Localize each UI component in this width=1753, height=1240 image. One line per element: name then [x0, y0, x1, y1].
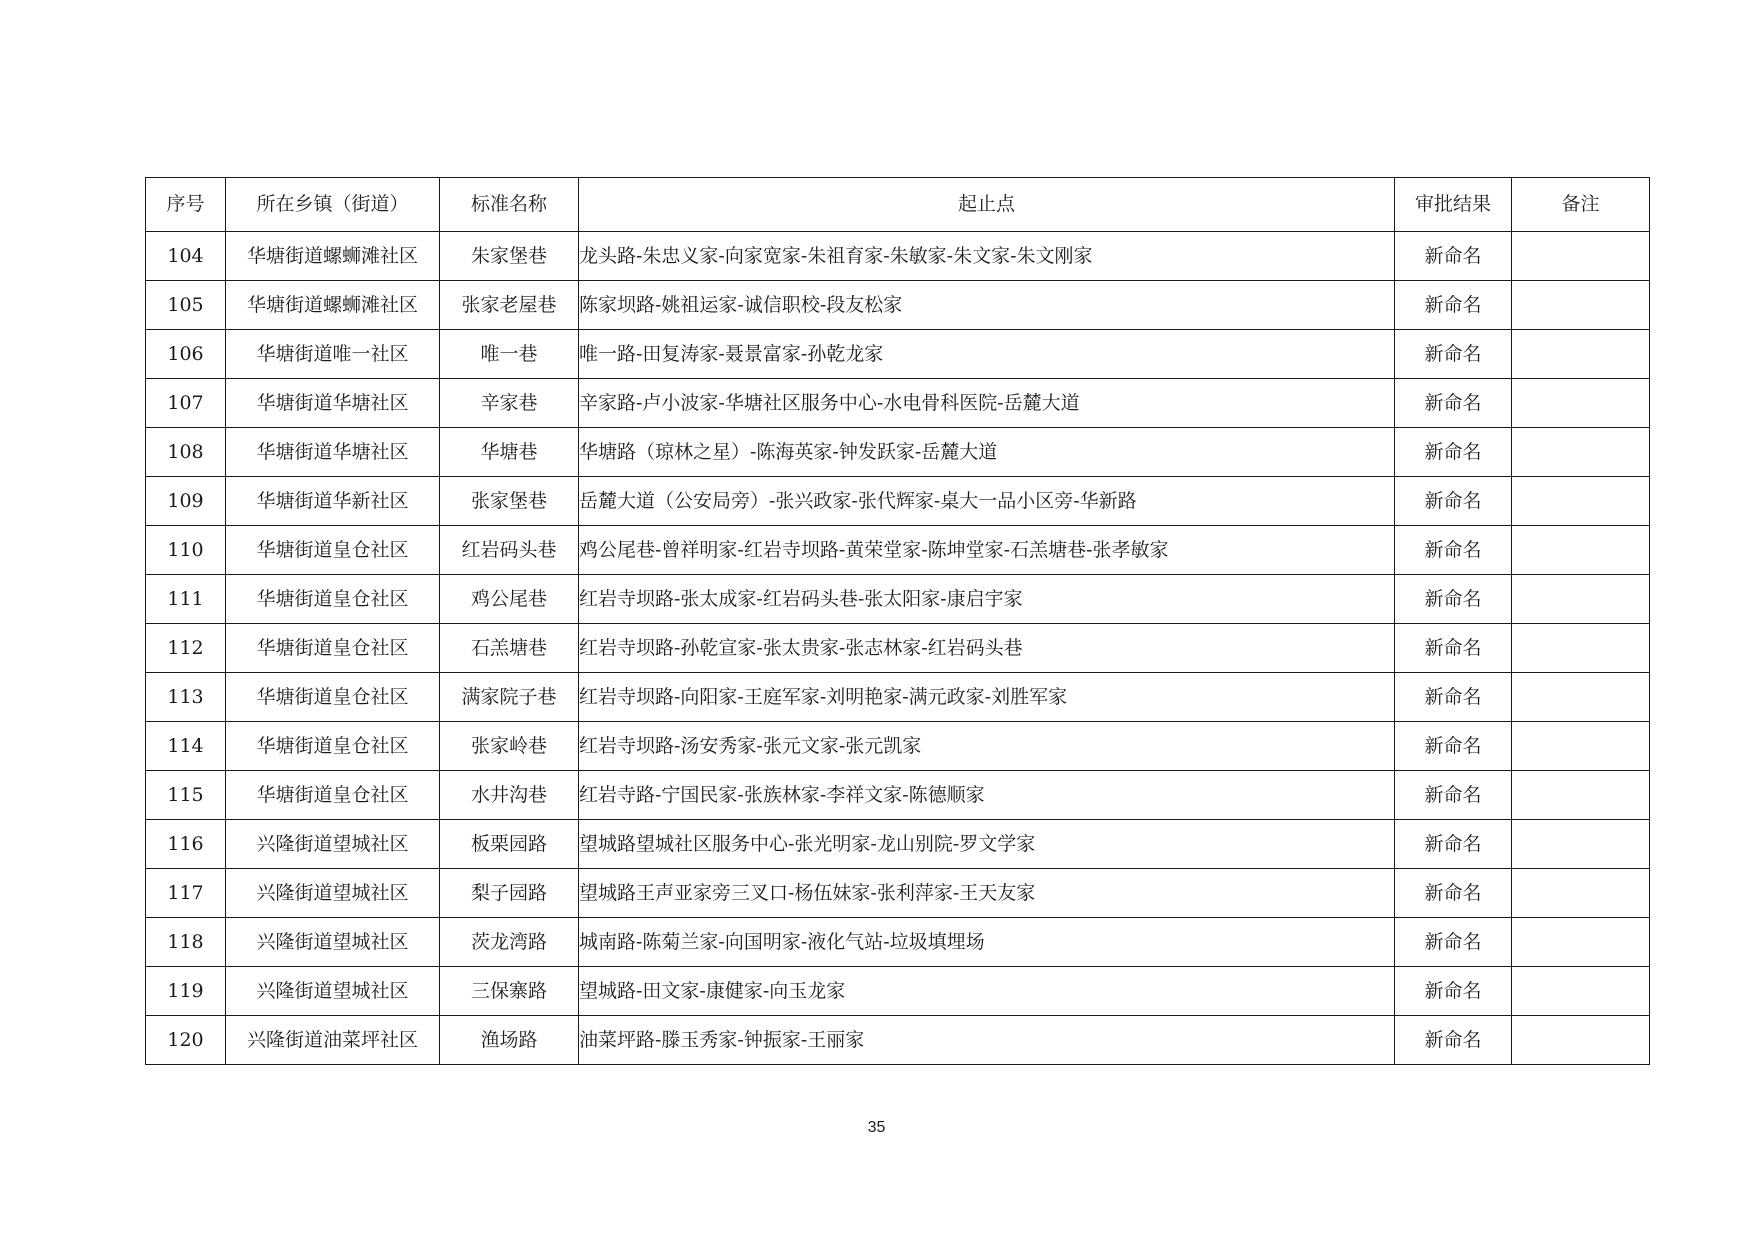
table-row [146, 330, 1650, 379]
cell-name: 茨龙湾路 [440, 918, 579, 967]
cell-result: 新命名 [1395, 526, 1512, 575]
cell-result: 新命名 [1395, 281, 1512, 330]
cell-note [1512, 477, 1650, 526]
cell-result: 新命名 [1395, 232, 1512, 281]
cell-route: 红岩寺坝路-孙乾宣家-张太贵家-张志林家-红岩码头巷 [579, 624, 1395, 673]
cell-seq: 118 [146, 918, 226, 967]
cell-seq: 114 [146, 722, 226, 771]
cell-result: 新命名 [1395, 379, 1512, 428]
cell-name: 张家老屋巷 [440, 281, 579, 330]
cell-route: 陈家坝路-姚祖运家-诚信职校-段友松家 [579, 281, 1395, 330]
cell-route: 望城路王声亚家旁三叉口-杨伍妹家-张利萍家-王天友家 [579, 869, 1395, 918]
cell-town: 华塘街道螺蛳滩社区 [226, 281, 440, 330]
cell-result: 新命名 [1395, 428, 1512, 477]
cell-note [1512, 967, 1650, 1016]
cell-town: 华塘街道皇仓社区 [226, 526, 440, 575]
cell-name: 华塘巷 [440, 428, 579, 477]
cell-seq: 106 [146, 330, 226, 379]
cell-town: 兴隆街道望城社区 [226, 820, 440, 869]
cell-route: 红岩寺坝路-向阳家-王庭军家-刘明艳家-满元政家-刘胜军家 [579, 673, 1395, 722]
cell-seq: 111 [146, 575, 226, 624]
cell-town: 华塘街道螺蛳滩社区 [226, 232, 440, 281]
cell-seq: 108 [146, 428, 226, 477]
cell-route: 红岩寺路-宁国民家-张族林家-李祥文家-陈德顺家 [579, 771, 1395, 820]
header-town: 所在乡镇（街道） [226, 178, 440, 232]
cell-name: 张家岭巷 [440, 722, 579, 771]
cell-result: 新命名 [1395, 722, 1512, 771]
table-row [146, 232, 1650, 281]
cell-route: 辛家路-卢小波家-华塘社区服务中心-水电骨科医院-岳麓大道 [579, 379, 1395, 428]
cell-seq: 107 [146, 379, 226, 428]
header-result: 审批结果 [1395, 178, 1512, 232]
cell-town: 华塘街道皇仓社区 [226, 722, 440, 771]
cell-name: 朱家堡巷 [440, 232, 579, 281]
table-header [146, 178, 1650, 232]
cell-note [1512, 526, 1650, 575]
cell-name: 板栗园路 [440, 820, 579, 869]
cell-route: 唯一路-田复涛家-聂景富家-孙乾龙家 [579, 330, 1395, 379]
cell-result: 新命名 [1395, 673, 1512, 722]
cell-route: 油菜坪路-滕玉秀家-钟振家-王丽家 [579, 1016, 1395, 1065]
cell-name: 红岩码头巷 [440, 526, 579, 575]
cell-note [1512, 575, 1650, 624]
cell-route: 岳麓大道（公安局旁）-张兴政家-张代辉家-桌大一品小区旁-华新路 [579, 477, 1395, 526]
cell-name: 渔场路 [440, 1016, 579, 1065]
cell-seq: 120 [146, 1016, 226, 1065]
cell-seq: 112 [146, 624, 226, 673]
cell-town: 兴隆街道望城社区 [226, 869, 440, 918]
cell-seq: 104 [146, 232, 226, 281]
cell-town: 兴隆街道望城社区 [226, 918, 440, 967]
cell-seq: 113 [146, 673, 226, 722]
cell-note [1512, 428, 1650, 477]
table-row [146, 526, 1650, 575]
cell-result: 新命名 [1395, 1016, 1512, 1065]
cell-route: 华塘路（琼林之星）-陈海英家-钟发跃家-岳麓大道 [579, 428, 1395, 477]
cell-note [1512, 673, 1650, 722]
cell-note [1512, 869, 1650, 918]
cell-seq: 115 [146, 771, 226, 820]
cell-seq: 119 [146, 967, 226, 1016]
table-row [146, 1016, 1650, 1065]
cell-name: 满家院子巷 [440, 673, 579, 722]
header-row [146, 178, 1650, 232]
cell-note [1512, 918, 1650, 967]
cell-town: 华塘街道皇仓社区 [226, 575, 440, 624]
table-row [146, 918, 1650, 967]
table-row [146, 281, 1650, 330]
table-body [146, 232, 1650, 1065]
cell-route: 鸡公尾巷-曾祥明家-红岩寺坝路-黄荣堂家-陈坤堂家-石羔塘巷-张孝敏家 [579, 526, 1395, 575]
cell-result: 新命名 [1395, 477, 1512, 526]
cell-town: 华塘街道华塘社区 [226, 379, 440, 428]
cell-note [1512, 330, 1650, 379]
cell-note [1512, 379, 1650, 428]
cell-result: 新命名 [1395, 918, 1512, 967]
table-row [146, 428, 1650, 477]
table-row [146, 673, 1650, 722]
cell-result: 新命名 [1395, 967, 1512, 1016]
table-row [146, 477, 1650, 526]
cell-route: 城南路-陈菊兰家-向国明家-液化气站-垃圾填埋场 [579, 918, 1395, 967]
table-row [146, 967, 1650, 1016]
cell-town: 华塘街道皇仓社区 [226, 771, 440, 820]
cell-note [1512, 624, 1650, 673]
cell-town: 兴隆街道油菜坪社区 [226, 1016, 440, 1065]
cell-town: 兴隆街道望城社区 [226, 967, 440, 1016]
cell-name: 水井沟巷 [440, 771, 579, 820]
table-row [146, 869, 1650, 918]
cell-note [1512, 820, 1650, 869]
cell-town: 华塘街道皇仓社区 [226, 673, 440, 722]
cell-result: 新命名 [1395, 575, 1512, 624]
header-route: 起止点 [579, 178, 1395, 232]
table-row [146, 722, 1650, 771]
table-row [146, 624, 1650, 673]
road-naming-table [145, 177, 1650, 1065]
header-name: 标准名称 [440, 178, 579, 232]
header-note: 备注 [1512, 178, 1650, 232]
cell-name: 鸡公尾巷 [440, 575, 579, 624]
cell-note [1512, 722, 1650, 771]
cell-note [1512, 771, 1650, 820]
cell-name: 石羔塘巷 [440, 624, 579, 673]
cell-route: 望城路望城社区服务中心-张光明家-龙山别院-罗文学家 [579, 820, 1395, 869]
cell-result: 新命名 [1395, 624, 1512, 673]
cell-route: 红岩寺坝路-张太成家-红岩码头巷-张太阳家-康启宇家 [579, 575, 1395, 624]
cell-seq: 117 [146, 869, 226, 918]
cell-town: 华塘街道唯一社区 [226, 330, 440, 379]
cell-result: 新命名 [1395, 820, 1512, 869]
cell-seq: 116 [146, 820, 226, 869]
cell-note [1512, 1016, 1650, 1065]
cell-note [1512, 281, 1650, 330]
cell-name: 辛家巷 [440, 379, 579, 428]
table-row [146, 575, 1650, 624]
cell-name: 梨子园路 [440, 869, 579, 918]
cell-route: 望城路-田文家-康健家-向玉龙家 [579, 967, 1395, 1016]
table-row [146, 379, 1650, 428]
cell-seq: 105 [146, 281, 226, 330]
page-number: 35 [867, 1119, 886, 1136]
cell-town: 华塘街道皇仓社区 [226, 624, 440, 673]
cell-name: 三保寨路 [440, 967, 579, 1016]
cell-result: 新命名 [1395, 869, 1512, 918]
cell-note [1512, 232, 1650, 281]
cell-name: 张家堡巷 [440, 477, 579, 526]
header-seq: 序号 [146, 178, 226, 232]
cell-name: 唯一巷 [440, 330, 579, 379]
cell-route: 龙头路-朱忠义家-向家宽家-朱祖育家-朱敏家-朱文家-朱文刚家 [579, 232, 1395, 281]
cell-route: 红岩寺坝路-汤安秀家-张元文家-张元凯家 [579, 722, 1395, 771]
cell-town: 华塘街道华塘社区 [226, 428, 440, 477]
cell-town: 华塘街道华新社区 [226, 477, 440, 526]
cell-seq: 110 [146, 526, 226, 575]
table-row [146, 771, 1650, 820]
cell-result: 新命名 [1395, 771, 1512, 820]
table-row [146, 820, 1650, 869]
cell-seq: 109 [146, 477, 226, 526]
cell-result: 新命名 [1395, 330, 1512, 379]
